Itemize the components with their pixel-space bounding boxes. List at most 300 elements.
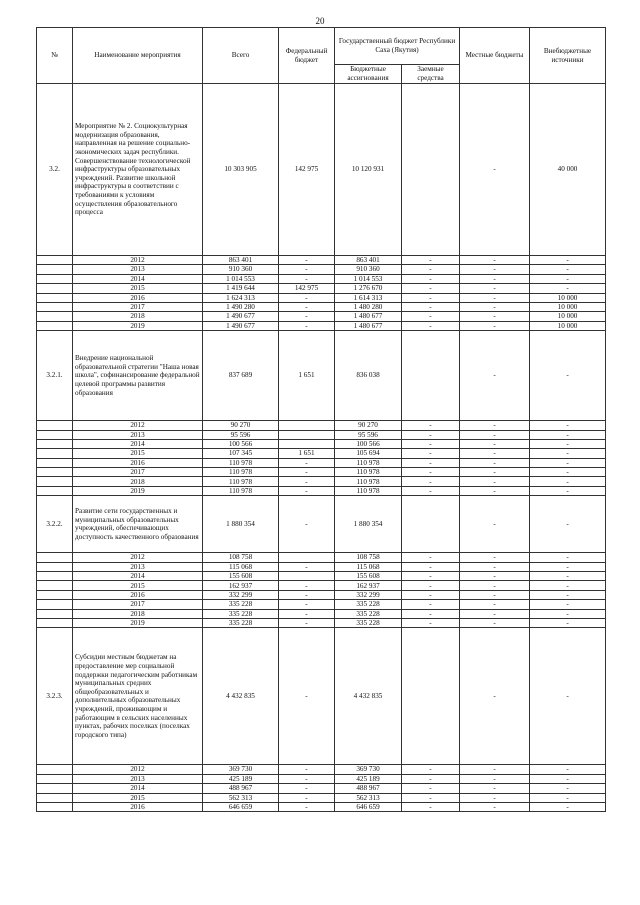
year-state-alloc: 910 360 xyxy=(335,265,402,274)
page-number: 20 xyxy=(315,16,325,26)
year-number-cell xyxy=(37,609,73,618)
year-row xyxy=(37,784,606,793)
year-state-loan: - xyxy=(402,793,460,802)
year-total: 155 608 xyxy=(203,572,279,581)
year-total: 646 659 xyxy=(203,802,279,811)
section-extra: - xyxy=(530,331,606,421)
year-total: 488 967 xyxy=(203,784,279,793)
year-number-cell xyxy=(37,486,73,495)
year-extra: - xyxy=(530,590,606,599)
year-number-cell xyxy=(37,618,73,627)
year-state-alloc: 155 608 xyxy=(335,572,402,581)
year-state-loan: - xyxy=(402,321,460,330)
year-label: 2019 xyxy=(73,618,203,627)
section-number: 3.2. xyxy=(37,84,73,256)
year-row xyxy=(37,793,606,802)
year-number-cell xyxy=(37,468,73,477)
year-federal xyxy=(279,572,335,581)
year-row xyxy=(37,562,606,571)
year-total: 162 937 xyxy=(203,581,279,590)
year-total: 425 189 xyxy=(203,774,279,783)
year-number-cell xyxy=(37,590,73,599)
year-local: - xyxy=(460,458,530,467)
year-label: 2015 xyxy=(73,793,203,802)
year-state-loan: - xyxy=(402,600,460,609)
year-total: 90 270 xyxy=(203,421,279,430)
year-row xyxy=(37,458,606,467)
year-total: 335 228 xyxy=(203,618,279,627)
year-state-alloc: 335 228 xyxy=(335,609,402,618)
year-row xyxy=(37,609,606,618)
year-state-alloc: 90 270 xyxy=(335,421,402,430)
year-extra: 10 000 xyxy=(530,293,606,302)
year-number-cell xyxy=(37,774,73,783)
header-state-loans: Заемные средства xyxy=(402,65,460,84)
year-number-cell xyxy=(37,265,73,274)
year-local: - xyxy=(460,439,530,448)
year-label: 2014 xyxy=(73,572,203,581)
year-extra: - xyxy=(530,618,606,627)
section-local: - xyxy=(460,84,530,256)
year-extra: 10 000 xyxy=(530,321,606,330)
year-total: 107 345 xyxy=(203,449,279,458)
year-number-cell xyxy=(37,439,73,448)
year-state-alloc: 110 978 xyxy=(335,458,402,467)
year-label: 2014 xyxy=(73,784,203,793)
header-state-allocations: Бюджетные ассигнования xyxy=(335,65,402,84)
year-federal: - xyxy=(279,302,335,311)
section-federal: 1 651 xyxy=(279,331,335,421)
section-number: 3.2.3. xyxy=(37,628,73,765)
year-state-alloc: 332 299 xyxy=(335,590,402,599)
table-body xyxy=(37,84,606,812)
year-label: 2015 xyxy=(73,449,203,458)
year-label: 2012 xyxy=(73,256,203,265)
year-federal: - xyxy=(279,581,335,590)
year-label: 2017 xyxy=(73,600,203,609)
year-state-loan: - xyxy=(402,421,460,430)
year-label: 2018 xyxy=(73,312,203,321)
year-state-alloc: 110 978 xyxy=(335,477,402,486)
year-extra: - xyxy=(530,572,606,581)
year-row xyxy=(37,590,606,599)
budget-table xyxy=(36,27,606,812)
year-row xyxy=(37,302,606,311)
year-number-cell xyxy=(37,293,73,302)
year-local: - xyxy=(460,562,530,571)
year-total: 1 490 677 xyxy=(203,321,279,330)
year-state-alloc: 488 967 xyxy=(335,784,402,793)
year-number-cell xyxy=(37,302,73,311)
section-state-alloc: 836 038 xyxy=(335,331,402,421)
year-total: 1 624 313 xyxy=(203,293,279,302)
year-state-loan: - xyxy=(402,572,460,581)
year-local: - xyxy=(460,600,530,609)
year-number-cell xyxy=(37,256,73,265)
year-label: 2019 xyxy=(73,486,203,495)
year-row xyxy=(37,265,606,274)
year-state-alloc: 110 978 xyxy=(335,486,402,495)
section-state-loan xyxy=(402,331,460,421)
section-state-loan xyxy=(402,628,460,765)
year-local: - xyxy=(460,449,530,458)
year-label: 2013 xyxy=(73,774,203,783)
year-total: 863 401 xyxy=(203,256,279,265)
section-state-alloc: 4 432 835 xyxy=(335,628,402,765)
year-total: 110 978 xyxy=(203,458,279,467)
year-number-cell xyxy=(37,321,73,330)
year-row xyxy=(37,274,606,283)
year-label: 2018 xyxy=(73,609,203,618)
year-label: 2017 xyxy=(73,468,203,477)
year-total: 1 490 677 xyxy=(203,312,279,321)
header-number: № xyxy=(37,28,73,84)
year-number-cell xyxy=(37,600,73,609)
year-total: 115 068 xyxy=(203,562,279,571)
year-federal: 1 651 xyxy=(279,449,335,458)
section-name: Субсидии местным бюджетам на предоставление мер социальной поддержки педагогическим работникам муниципальных средних общеобразовательных и дополнительных образовательных учреждений, проживающим и работающим в сельских населенных пунктах, рабочих поселках (поселках городского типа) xyxy=(73,628,203,765)
year-federal: - xyxy=(279,802,335,811)
year-row xyxy=(37,430,606,439)
year-state-alloc: 369 730 xyxy=(335,765,402,774)
year-label: 2016 xyxy=(73,802,203,811)
section-total: 837 689 xyxy=(203,331,279,421)
year-label: 2016 xyxy=(73,458,203,467)
year-row xyxy=(37,765,606,774)
year-number-cell xyxy=(37,421,73,430)
section-state-alloc: 10 120 931 xyxy=(335,84,402,256)
year-label: 2013 xyxy=(73,562,203,571)
year-state-alloc: 1 014 553 xyxy=(335,274,402,283)
year-row xyxy=(37,477,606,486)
section-name: Развитие сети государственных и муниципальных образовательных учреждений, обеспечивающих доступность качественного образования xyxy=(73,496,203,553)
year-local: - xyxy=(460,430,530,439)
section-row xyxy=(37,84,606,256)
year-total: 335 228 xyxy=(203,609,279,618)
year-row xyxy=(37,321,606,330)
header-local: Местные бюджеты xyxy=(460,28,530,84)
year-federal: - xyxy=(279,562,335,571)
header-federal: Федеральный бюджет xyxy=(279,28,335,84)
year-extra: - xyxy=(530,274,606,283)
year-federal: - xyxy=(279,486,335,495)
year-local: - xyxy=(460,581,530,590)
year-federal: - xyxy=(279,590,335,599)
year-row xyxy=(37,449,606,458)
year-extra: 10 000 xyxy=(530,302,606,311)
year-federal: - xyxy=(279,256,335,265)
year-state-loan: - xyxy=(402,581,460,590)
year-total: 335 228 xyxy=(203,600,279,609)
year-local: - xyxy=(460,274,530,283)
year-extra: - xyxy=(530,784,606,793)
year-state-alloc: 1 276 670 xyxy=(335,284,402,293)
year-number-cell xyxy=(37,562,73,571)
year-state-alloc: 646 659 xyxy=(335,802,402,811)
year-state-loan: - xyxy=(402,458,460,467)
year-extra: - xyxy=(530,793,606,802)
year-extra: - xyxy=(530,458,606,467)
year-number-cell xyxy=(37,765,73,774)
year-federal: - xyxy=(279,274,335,283)
section-federal: - xyxy=(279,496,335,553)
year-number-cell xyxy=(37,458,73,467)
year-federal xyxy=(279,553,335,562)
year-state-alloc: 105 694 xyxy=(335,449,402,458)
header-name: Наименование мероприятия xyxy=(73,28,203,84)
year-label: 2012 xyxy=(73,553,203,562)
year-local: - xyxy=(460,321,530,330)
year-federal xyxy=(279,439,335,448)
year-label: 2014 xyxy=(73,439,203,448)
year-extra: - xyxy=(530,421,606,430)
section-total: 1 880 354 xyxy=(203,496,279,553)
year-number-cell xyxy=(37,284,73,293)
year-extra: - xyxy=(530,439,606,448)
year-total: 110 978 xyxy=(203,477,279,486)
year-row xyxy=(37,486,606,495)
year-federal: - xyxy=(279,618,335,627)
year-extra: - xyxy=(530,449,606,458)
header-total: Всего xyxy=(203,28,279,84)
year-state-alloc: 100 566 xyxy=(335,439,402,448)
year-state-loan: - xyxy=(402,774,460,783)
year-label: 2019 xyxy=(73,321,203,330)
section-extra: 40 000 xyxy=(530,84,606,256)
section-extra: - xyxy=(530,628,606,765)
year-state-alloc: 562 313 xyxy=(335,793,402,802)
year-extra: - xyxy=(530,265,606,274)
year-federal: - xyxy=(279,793,335,802)
year-total: 1 419 644 xyxy=(203,284,279,293)
year-federal: - xyxy=(279,609,335,618)
year-local: - xyxy=(460,553,530,562)
year-federal xyxy=(279,421,335,430)
section-local: - xyxy=(460,628,530,765)
year-total: 110 978 xyxy=(203,468,279,477)
section-federal: - xyxy=(279,628,335,765)
year-local: - xyxy=(460,256,530,265)
year-state-alloc: 863 401 xyxy=(335,256,402,265)
year-state-loan: - xyxy=(402,430,460,439)
year-total: 100 566 xyxy=(203,439,279,448)
section-extra: - xyxy=(530,496,606,553)
section-row xyxy=(37,628,606,765)
year-state-alloc: 425 189 xyxy=(335,774,402,783)
year-state-alloc: 1 480 280 xyxy=(335,302,402,311)
year-label: 2015 xyxy=(73,581,203,590)
year-local: - xyxy=(460,293,530,302)
year-local: - xyxy=(460,609,530,618)
year-local: - xyxy=(460,572,530,581)
year-total: 95 596 xyxy=(203,430,279,439)
year-state-loan: - xyxy=(402,302,460,311)
year-federal: - xyxy=(279,765,335,774)
year-state-loan: - xyxy=(402,618,460,627)
year-local: - xyxy=(460,265,530,274)
year-state-alloc: 1 480 677 xyxy=(335,321,402,330)
year-federal: - xyxy=(279,477,335,486)
year-state-loan: - xyxy=(402,468,460,477)
year-row xyxy=(37,468,606,477)
year-number-cell xyxy=(37,430,73,439)
year-federal: - xyxy=(279,321,335,330)
year-number-cell xyxy=(37,553,73,562)
year-state-alloc: 95 596 xyxy=(335,430,402,439)
year-row xyxy=(37,284,606,293)
year-label: 2013 xyxy=(73,265,203,274)
year-row xyxy=(37,581,606,590)
year-total: 332 299 xyxy=(203,590,279,599)
year-state-loan: - xyxy=(402,784,460,793)
year-extra: - xyxy=(530,802,606,811)
year-extra: - xyxy=(530,256,606,265)
year-extra: - xyxy=(530,430,606,439)
section-state-loan xyxy=(402,84,460,256)
year-local: - xyxy=(460,784,530,793)
year-federal: - xyxy=(279,265,335,274)
year-federal: - xyxy=(279,774,335,783)
year-state-loan: - xyxy=(402,590,460,599)
year-label: 2013 xyxy=(73,430,203,439)
year-label: 2012 xyxy=(73,421,203,430)
year-number-cell xyxy=(37,449,73,458)
year-state-loan: - xyxy=(402,802,460,811)
year-state-alloc: 110 978 xyxy=(335,468,402,477)
year-local: - xyxy=(460,468,530,477)
section-number: 3.2.2. xyxy=(37,496,73,553)
year-local: - xyxy=(460,312,530,321)
year-total: 562 313 xyxy=(203,793,279,802)
year-state-alloc: 115 068 xyxy=(335,562,402,571)
year-label: 2016 xyxy=(73,590,203,599)
year-row xyxy=(37,256,606,265)
year-state-loan: - xyxy=(402,274,460,283)
year-extra: - xyxy=(530,600,606,609)
year-label: 2014 xyxy=(73,274,203,283)
year-local: - xyxy=(460,477,530,486)
year-state-alloc: 162 937 xyxy=(335,581,402,590)
year-label: 2016 xyxy=(73,293,203,302)
year-number-cell xyxy=(37,581,73,590)
section-federal: 142 975 xyxy=(279,84,335,256)
year-state-alloc: 335 228 xyxy=(335,618,402,627)
year-number-cell xyxy=(37,802,73,811)
year-federal: - xyxy=(279,458,335,467)
year-label: 2018 xyxy=(73,477,203,486)
year-local: - xyxy=(460,302,530,311)
year-state-loan: - xyxy=(402,256,460,265)
section-local: - xyxy=(460,496,530,553)
year-extra: - xyxy=(530,468,606,477)
year-federal: - xyxy=(279,293,335,302)
section-name: Внедрение национальной образовательной стратегии "Наша новая школа", софинансирование федеральной целевой программы развития образования xyxy=(73,331,203,421)
year-total: 1 490 280 xyxy=(203,302,279,311)
year-state-loan: - xyxy=(402,562,460,571)
year-local: - xyxy=(460,765,530,774)
year-federal: 142 975 xyxy=(279,284,335,293)
year-state-loan: - xyxy=(402,486,460,495)
year-state-loan: - xyxy=(402,265,460,274)
year-label: 2015 xyxy=(73,284,203,293)
year-total: 369 730 xyxy=(203,765,279,774)
year-local: - xyxy=(460,284,530,293)
year-extra: - xyxy=(530,486,606,495)
year-row xyxy=(37,600,606,609)
year-federal: - xyxy=(279,312,335,321)
year-label: 2012 xyxy=(73,765,203,774)
year-local: - xyxy=(460,486,530,495)
section-row xyxy=(37,331,606,421)
year-local: - xyxy=(460,802,530,811)
year-local: - xyxy=(460,774,530,783)
section-state-loan xyxy=(402,496,460,553)
year-extra: 10 000 xyxy=(530,312,606,321)
year-total: 108 758 xyxy=(203,553,279,562)
year-row xyxy=(37,421,606,430)
section-local: - xyxy=(460,331,530,421)
year-row xyxy=(37,802,606,811)
year-state-loan: - xyxy=(402,553,460,562)
year-state-alloc: 1 614 313 xyxy=(335,293,402,302)
section-total: 4 432 835 xyxy=(203,628,279,765)
year-total: 910 360 xyxy=(203,265,279,274)
year-row xyxy=(37,572,606,581)
year-state-loan: - xyxy=(402,439,460,448)
year-state-loan: - xyxy=(402,449,460,458)
year-extra: - xyxy=(530,774,606,783)
year-local: - xyxy=(460,618,530,627)
year-extra: - xyxy=(530,284,606,293)
year-row xyxy=(37,774,606,783)
year-total: 1 014 553 xyxy=(203,274,279,283)
year-number-cell xyxy=(37,274,73,283)
year-state-loan: - xyxy=(402,284,460,293)
year-federal: - xyxy=(279,600,335,609)
year-number-cell xyxy=(37,793,73,802)
year-state-alloc: 335 228 xyxy=(335,600,402,609)
year-number-cell xyxy=(37,572,73,581)
year-local: - xyxy=(460,793,530,802)
year-local: - xyxy=(460,590,530,599)
year-state-loan: - xyxy=(402,293,460,302)
year-state-loan: - xyxy=(402,477,460,486)
year-extra: - xyxy=(530,477,606,486)
section-row xyxy=(37,496,606,553)
year-federal: - xyxy=(279,468,335,477)
year-row xyxy=(37,312,606,321)
year-row xyxy=(37,618,606,627)
year-row xyxy=(37,293,606,302)
year-extra: - xyxy=(530,553,606,562)
year-state-alloc: 1 480 677 xyxy=(335,312,402,321)
year-extra: - xyxy=(530,581,606,590)
year-extra: - xyxy=(530,765,606,774)
year-local: - xyxy=(460,421,530,430)
year-state-loan: - xyxy=(402,609,460,618)
year-number-cell xyxy=(37,312,73,321)
section-number: 3.2.1. xyxy=(37,331,73,421)
year-federal xyxy=(279,430,335,439)
year-extra: - xyxy=(530,609,606,618)
year-label: 2017 xyxy=(73,302,203,311)
year-extra: - xyxy=(530,562,606,571)
header-extra: Внебюджетные источники xyxy=(530,28,606,84)
year-row xyxy=(37,553,606,562)
year-federal: - xyxy=(279,784,335,793)
year-number-cell xyxy=(37,784,73,793)
section-name: Мероприятие № 2. Социокультурная модернизация образования, направленная на решение социально-экономических задач республики. Совершенствование технологической инфраструктуры образовательных учреждений. Развитие школьной инфраструктуры в соответствии с требованиями к условиям осуществления образовательного процесса xyxy=(73,84,203,256)
